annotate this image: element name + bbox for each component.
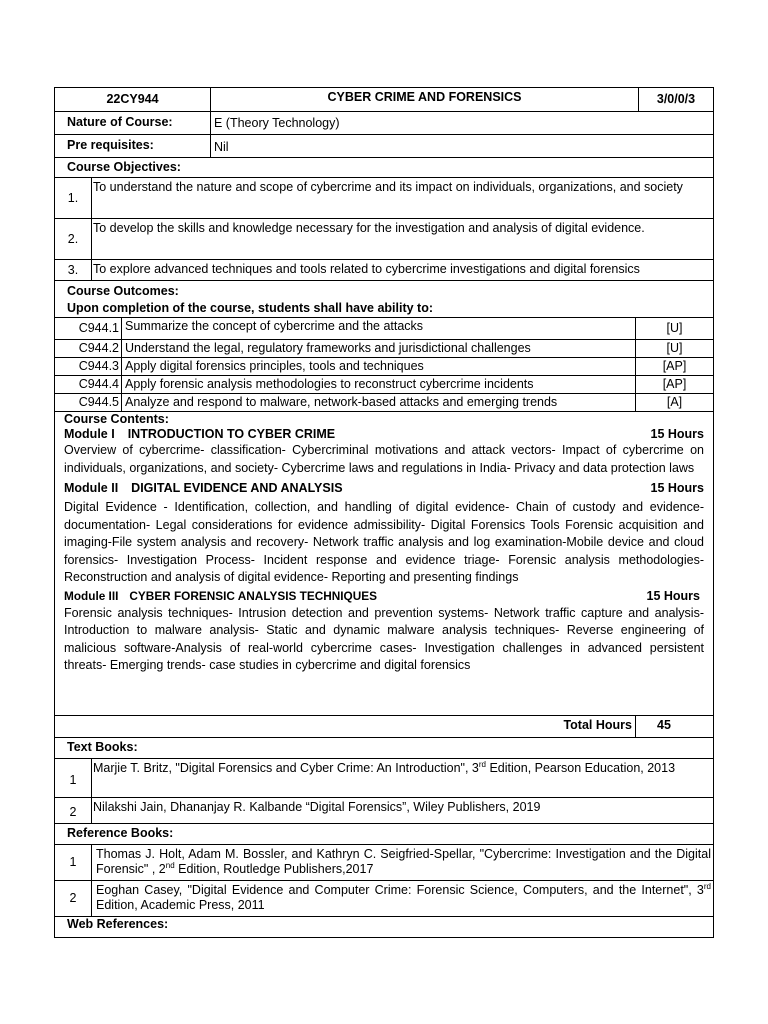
module-hours: 15 Hours [650,427,704,441]
total-row [55,715,713,737]
outcome-code: C944.1 [78,321,119,335]
course-credits: 3/0/0/3 [638,88,713,111]
outcome-code: C944.2 [78,341,119,355]
module-hours: 15 Hours [646,588,700,603]
objectives-heading: Course Objectives: [67,160,181,174]
reference-text-part: Eoghan Casey, "Digital Evidence and Computer Crime: Forensic Science, Computers, and the Internet", 3 [96,883,704,897]
module-label: Module III [64,588,119,603]
syllabus-table [54,87,714,938]
reference-number: 1 [69,855,77,869]
web-references-heading: Web References: [67,917,169,931]
objective-text: To develop the skills and knowledge necessary for the investigation and analysis of digital evidence. [91,219,713,259]
prereq-label: Pre requisites: [67,138,154,152]
objective-number: 2. [67,231,79,246]
textbook-sup: rd [478,759,486,769]
reference-text-part: Thomas J. Holt, Adam M. Bossler, and Kathryn C. Seigfried-Spellar, "Cybercrime: Investigation and the Digital Forensic" , 2 [96,847,711,876]
outcome-row [55,393,713,411]
references-heading: Reference Books: [67,826,174,840]
objective-row [55,259,713,280]
module-title: DIGITAL EVIDENCE AND ANALYSIS [131,481,343,495]
total-label: Total Hours [563,718,632,732]
outcomes-subheading: Upon completion of the course, students shall have ability to: [67,300,434,315]
module-title-line [64,588,377,605]
module-body: Digital Evidence - Identification, collection, and handling of digital evidence- Chain of custody and evidence- documentation- Legal considerations for evidence admissibility- Digital Forensics Tools Forensic acquisition and imaging-File system analysis and recovery- Network traffic analysis and log examination-Mobile device and cloud forensics- Investigation Process- Incident response and evidence triage- Forensic analysis methodologies- Reconstruction and analysis of digital evidence- Reporting and presenting findings [64,500,704,584]
textbook-text-part: Marjie T. Britz, "Digital Forensics and Cyber Crime: An Introduction", 3 [93,761,479,775]
outcome-row [55,375,713,393]
outcome-text: Summarize the concept of cybercrime and the attacks [121,318,635,339]
outcome-level: [U] [635,340,713,357]
outcome-code: C944.5 [78,395,119,409]
reference-sup: nd [165,860,175,870]
course-title: CYBER CRIME AND FORENSICS [210,88,638,111]
reference-text-part: Edition, Academic Press, 2011 [96,898,265,912]
objective-number: 3. [67,262,79,277]
module-title-line [64,426,335,442]
objective-text: To understand the nature and scope of cybercrime and its impact on individuals, organizations, and society [91,178,713,218]
textbook-row [55,758,713,797]
objectives-heading-row [55,157,713,177]
objective-text: To explore advanced techniques and tools related to cybercrime investigations and digital forensics [91,260,713,280]
nature-label: Nature of Course: [67,115,173,129]
references-heading-row [55,823,713,844]
module-label: Module II [64,481,119,495]
module-title: CYBER FORENSIC ANALYSIS TECHNIQUES [129,588,377,603]
outcomes-heading-block [55,281,433,317]
outcome-row [55,357,713,375]
course-contents [55,412,713,715]
textbook-text [91,759,713,797]
textbook-text: Nilakshi Jain, Dhananjay R. Kalbande “Digital Forensics”, Wiley Publishers, 2019 [91,798,713,823]
textbooks-heading-row [55,737,713,758]
contents-row [55,411,713,715]
nature-row [55,111,713,134]
objective-row [55,177,713,218]
total-value: 45 [635,716,713,737]
outcomes-heading-row [55,280,713,317]
objective-row [55,218,713,259]
outcome-text: Analyze and respond to malware, network-based attacks and emerging trends [121,394,635,411]
module-header [64,426,704,442]
outcome-level: [A] [635,394,713,411]
nature-value: E (Theory Technology) [210,112,713,134]
module-title: INTRODUCTION TO CYBER CRIME [127,427,336,441]
module-label: Module I [64,427,115,441]
textbook-number: 1 [69,772,77,787]
outcome-code: C944.4 [78,377,119,391]
course-code: 22CY944 [106,92,159,106]
outcome-row [55,317,713,339]
course-header-row [55,88,713,111]
module-header [64,588,704,605]
module-body: Overview of cybercrime- classification- Cybercriminal motivations and attack vectors- Impact of cybercrime on individuals, organizations, and society- Cybercrime laws and regulations in India- Privacy and data protection laws [64,443,704,475]
outcome-code: C944.3 [78,359,119,373]
reference-sup: rd [703,881,711,891]
contents-heading: Course Contents: [64,412,169,426]
outcome-text: Apply forensic analysis methodologies to reconstruct cybercrime incidents [121,376,635,393]
module-title-line [64,480,343,497]
prereq-value: Nil [210,135,713,157]
reference-text [91,881,713,916]
textbook-number: 2 [69,805,77,819]
reference-row [55,844,713,880]
outcome-level: [AP] [635,376,713,393]
textbook-text-part: Edition, Pearson Education, 2013 [486,761,676,775]
textbooks-heading: Text Books: [67,740,138,754]
textbook-row [55,797,713,823]
outcomes-heading: Course Outcomes: [67,284,179,298]
objective-number: 1. [67,190,79,205]
module-body: Forensic analysis techniques- Intrusion detection and prevention systems- Network traffic capture and analysis- Introduction to malware analysis- Static and dynamic malware analysis techniques- Reverse engineering of malicious software-Analysis of real-world cybercrime cases- Investigation challenges in advanced persistent threats- Emerging trends- case studies in cybercrime and digital forensics [64,605,704,672]
reference-text [91,845,713,880]
outcome-level: [U] [635,318,713,339]
reference-row [55,880,713,916]
outcome-row [55,339,713,357]
web-references-row [55,916,713,937]
outcome-text: Apply digital forensics principles, tools and techniques [121,358,635,375]
outcome-level: [AP] [635,358,713,375]
outcome-text: Understand the legal, regulatory frameworks and jurisdictional challenges [121,340,635,357]
reference-text-part: Edition, Routledge Publishers,2017 [174,862,374,876]
module-header [64,480,704,497]
module-hours: 15 Hours [650,481,704,495]
reference-number: 2 [69,891,77,905]
prereq-row [55,134,713,157]
